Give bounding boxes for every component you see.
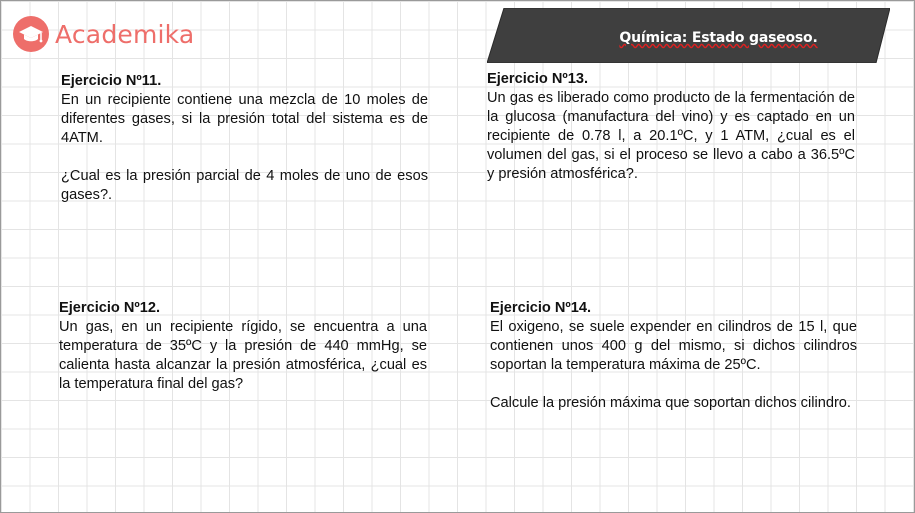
exercise-title: Ejercicio Nº13. (487, 71, 589, 87)
exercise-statement: Un gas, en un recipiente rígido, se encuentra a una temperatura de 35ºC y la presión de 440 mmHg, se calienta hasta alcanzar la presión atmosférica, ¿cual es la temperatura final del gas? (59, 319, 427, 392)
exercise-question: ¿Cual es la presión parcial de 4 moles de uno de esos gases?. (61, 168, 428, 203)
exercise-14 (490, 299, 857, 413)
logo-badge (13, 16, 49, 52)
exercise-statement: Un gas es liberado como producto de la fermentación de la glucosa (manufactura del vino) y es captado en un recipiente de 0.78 l, a 20.1ºC, y 1 ATM, ¿cual es el volumen del gas, si el proceso se llevo a cabo a 36.5ºC y presión atmosférica?. (487, 90, 855, 182)
exercise-11 (61, 72, 428, 205)
exercise-12 (59, 299, 427, 394)
exercise-statement: En un recipiente contiene una mezcla de 10 moles de diferentes gases, si la presión total del sistema es de 4ATM. (61, 92, 428, 146)
header-banner (487, 8, 890, 63)
brand-name: Academika (55, 19, 195, 49)
graduation-cap-icon (18, 23, 44, 45)
exercise-title: Ejercicio Nº14. (490, 300, 592, 316)
exercise-title: Ejercicio Nº11. (61, 73, 162, 89)
exercise-question: Calcule la presión máxima que soportan dichos cilindro. (490, 395, 851, 411)
exercise-statement: El oxigeno, se suele expender en cilindros de 15 l, que contienen unos 400 g del mismo, si dichos cilindros soportan la temperatura máxima de 25ºC. (490, 319, 857, 373)
header-title: Química: Estado gaseoso. (619, 30, 818, 46)
academika-logo (13, 15, 194, 53)
exercise-title: Ejercicio Nº12. (59, 300, 161, 316)
exercise-13 (487, 70, 855, 184)
